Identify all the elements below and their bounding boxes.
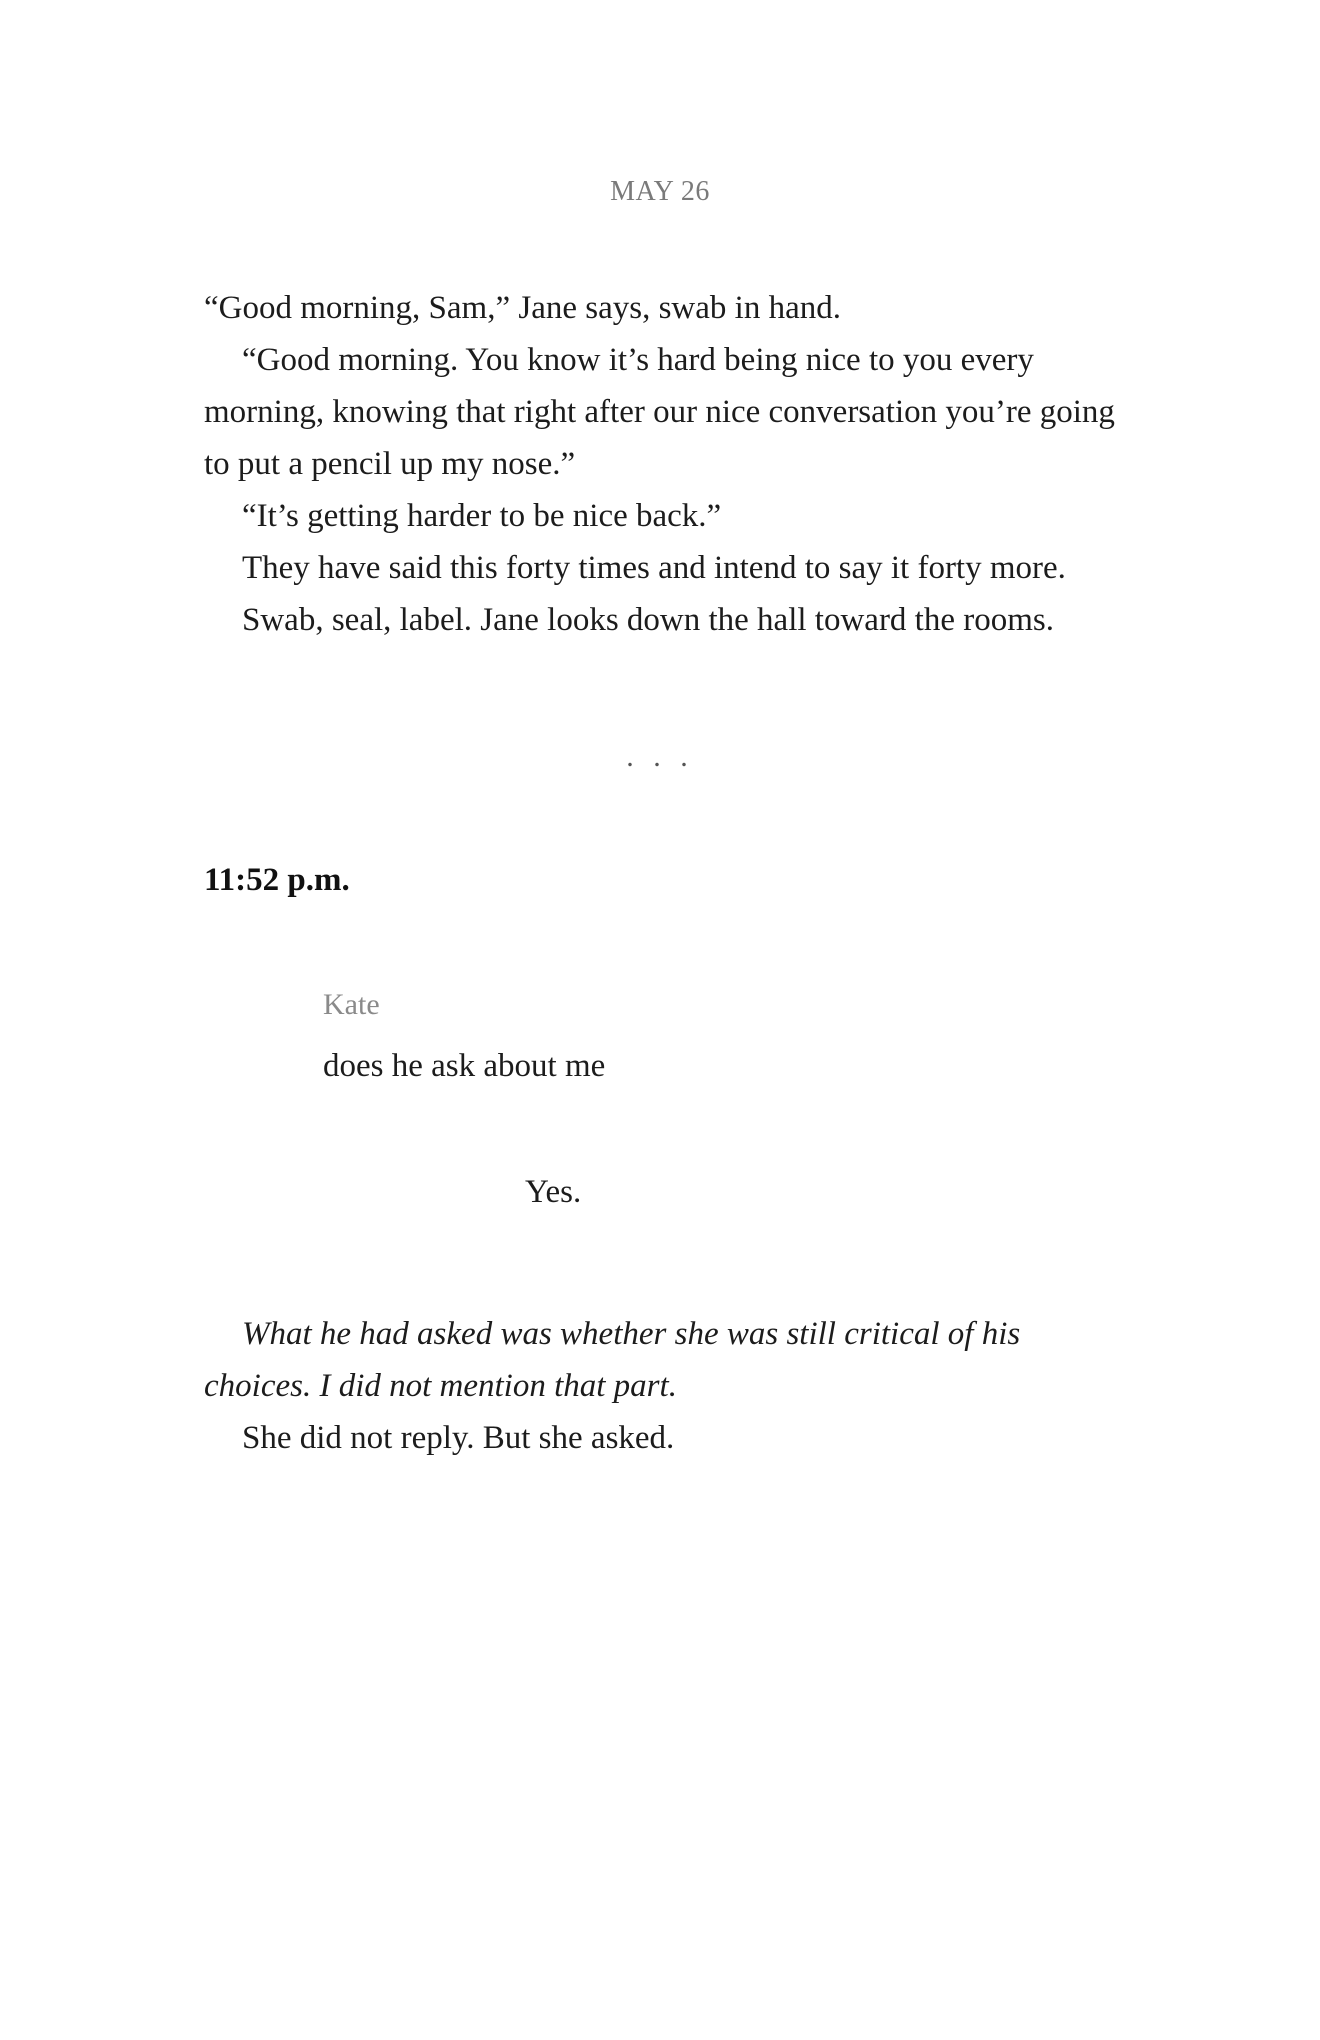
- italic-paragraph: What he had asked was whether she was still critical of his choices. I did not mention that part.: [204, 1316, 1021, 1404]
- scene-break: . . .: [626, 740, 694, 773]
- timestamp-heading: 11:52 p.m.: [204, 862, 350, 898]
- paragraph: Swab, seal, label. Jane looks down the hall toward the rooms.: [242, 602, 1054, 638]
- section-2-text: [204, 1308, 1134, 1464]
- outgoing-message: Yes.: [525, 1174, 582, 1210]
- incoming-message: does he ask about me: [323, 1048, 606, 1084]
- paragraph: They have said this forty times and intend to say it forty more.: [242, 550, 1066, 586]
- paragraph: She did not reply. But she asked.: [242, 1420, 675, 1456]
- paragraph: “It’s getting harder to be nice back.”: [242, 498, 722, 534]
- message-sender-name: Kate: [323, 988, 380, 1021]
- paragraph: “Good morning, Sam,” Jane says, swab in hand.: [204, 290, 841, 326]
- section-1-text: [204, 282, 1134, 646]
- page-header-date: MAY 26: [610, 176, 710, 207]
- paragraph: “Good morning. You know it’s hard being nice to you every morning, knowing that right after our nice conversation you’re going to put a pencil up my nose.”: [204, 342, 1115, 482]
